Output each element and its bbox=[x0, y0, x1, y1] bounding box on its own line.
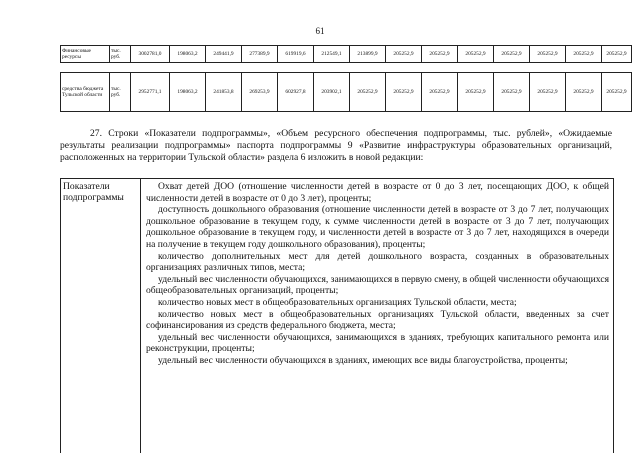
row-unit: тыс. руб. bbox=[110, 73, 131, 112]
table-cell: 198063,2 bbox=[170, 73, 206, 112]
finance-table-row-regional-budget bbox=[60, 72, 632, 112]
list-item: количество новых мест в общеобразовательных организациях Тульской области, места; bbox=[158, 296, 517, 308]
table-cell: 277389,9 bbox=[242, 46, 278, 63]
table-cell: 205252,9 bbox=[494, 46, 530, 63]
table-row bbox=[61, 73, 632, 112]
list-item: удельный вес численности обучающихся, занимающихся в первую смену, в общей численности обучающихся общеобразовательных организаций, проценты; bbox=[146, 273, 609, 297]
table-cell: 205252,9 bbox=[422, 73, 458, 112]
table-cell: 205252,9 bbox=[458, 73, 494, 112]
table-cell: 205252,9 bbox=[566, 46, 602, 63]
table-cell: 205252,9 bbox=[350, 73, 386, 112]
table-cell: 3002781,0 bbox=[131, 46, 170, 63]
table-cell: 205252,9 bbox=[602, 73, 632, 112]
list-item: количество дополнительных мест для детей дошкольного возраста, созданных в образовательных организациях различных типов, места; bbox=[146, 250, 609, 274]
table-cell: 205252,9 bbox=[386, 46, 422, 63]
list-item: удельный вес численности обучающихся, занимающихся в зданиях, требующих капитального ремонта или реконструкции, проценты; bbox=[146, 331, 609, 355]
table-cell: 213899,9 bbox=[350, 46, 386, 63]
table-cell: 205252,9 bbox=[422, 46, 458, 63]
paragraph-text: 27. Строки «Показатели подпрограммы», «Объем ресурсного обеспечения подпрограммы, тыс. рублей», «Ожидаемые результаты реализации подпрограммы» паспорта подпрограммы 9 «Развитие инфраструктуры образовательных организаций, расположенных на территории Тульской области» раздела 6 изложить в новой редакции: bbox=[60, 128, 612, 164]
table-cell: 249441,9 bbox=[206, 46, 242, 63]
table-cell: 198063,2 bbox=[170, 46, 206, 63]
table-cell: 205252,9 bbox=[530, 73, 566, 112]
table-cell: 269253,9 bbox=[242, 73, 278, 112]
row-label: средства бюджета Тульской области bbox=[61, 73, 110, 112]
amendment-paragraph bbox=[60, 128, 612, 165]
table-cell: 241853,8 bbox=[206, 73, 242, 112]
list-item: количество новых мест в общеобразовательных организациях Тульской области, введенных за счет софинансирования из средств федерального бюджета, места; bbox=[146, 308, 609, 332]
table-cell: 205252,9 bbox=[530, 46, 566, 63]
table-cell: 205252,9 bbox=[566, 73, 602, 112]
row-unit: тыс. руб. bbox=[110, 46, 131, 63]
table-cell: 2952771,1 bbox=[131, 73, 170, 112]
row-label: Финансовые ресурсы bbox=[61, 46, 110, 63]
table-cell: 205252,9 bbox=[458, 46, 494, 63]
table-cell: 205252,9 bbox=[386, 73, 422, 112]
table-cell: 205252,9 bbox=[494, 73, 530, 112]
finance-table-row-resources bbox=[60, 45, 632, 63]
table-row bbox=[61, 46, 632, 63]
table-cell: 619919,6 bbox=[278, 46, 314, 63]
indicators-list bbox=[142, 179, 613, 367]
indicators-header: Показатели подпрограммы bbox=[61, 179, 141, 453]
list-item: доступность дошкольного образования (отношение численности детей в возрасте от 3 до 7 лет, получающих дошкольное образование в текущем году, к сумме численности детей в возрасте от 3 до 7 лет, получающих дошкольное образование в текущем году, и численности детей в возрасте от 3 до 7 лет, находящихся в очереди на получение в текущем году дошкольного образования), проценты; bbox=[146, 204, 609, 250]
page-number: 61 bbox=[315, 26, 325, 36]
table-cell: 602927,8 bbox=[278, 73, 314, 112]
list-item: удельный вес численности обучающихся в зданиях, имеющих все виды благоустройства, проценты; bbox=[158, 354, 568, 366]
table-cell: 205252,9 bbox=[602, 46, 632, 63]
table-cell: 203902,1 bbox=[314, 73, 350, 112]
indicators-table bbox=[60, 178, 614, 453]
list-item: Охват детей ДОО (отношение численности детей в возрасте от 0 до 3 лет, посещающих ДОО, к общей численности детей в возрасте от 0 до 3 лет), проценты; bbox=[146, 181, 609, 204]
table-cell: 212549,1 bbox=[314, 46, 350, 63]
